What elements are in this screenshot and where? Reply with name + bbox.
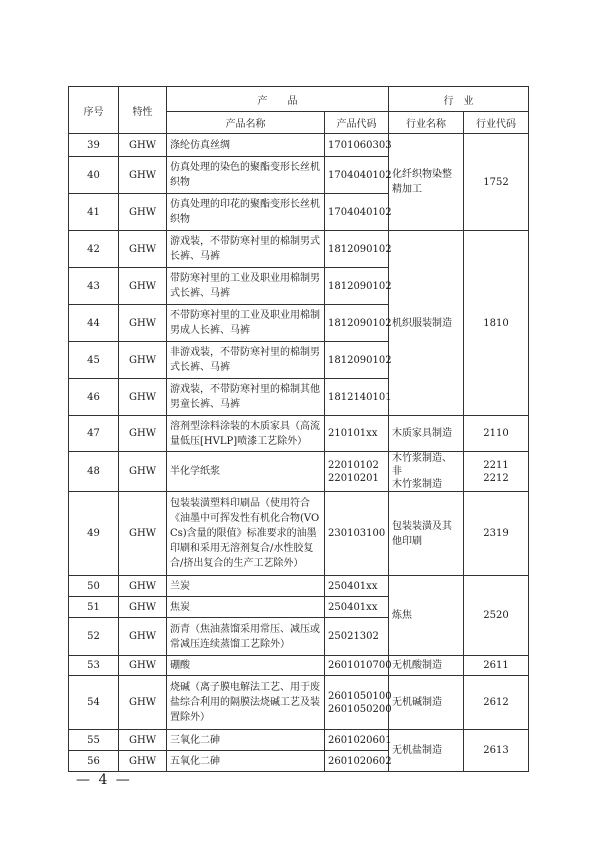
row-seq: 44	[69, 305, 119, 342]
table-row	[69, 492, 529, 576]
row-product-code: 250401xx	[325, 576, 389, 597]
row-product-code: 2601020602	[325, 751, 389, 772]
row-seq: 42	[69, 231, 119, 268]
row-product-name: 仿真处理的染色的聚酯变形长丝机织物	[167, 157, 325, 194]
row-product-code: 210101xx	[325, 416, 389, 452]
table-row	[69, 416, 529, 452]
industry-code: 1752	[464, 134, 529, 231]
row-product-code	[325, 452, 389, 492]
row-product-name: 烧碱（离子膜电解法工艺、用于废盐综合利用的隔膜法烧碱工艺及装置除外）	[167, 676, 325, 730]
row-seq: 52	[69, 618, 119, 656]
row-product-name: 游戏装，不带防寒衬里的棉制男式长裤、马裤	[167, 231, 325, 268]
table-row	[69, 656, 529, 676]
industry-name: 无机盐制造	[389, 730, 464, 772]
product-code-line: 2601050200	[328, 703, 392, 715]
page-number: — 4 —	[76, 772, 132, 788]
row-product-code: 1704040102	[325, 194, 389, 231]
header-industry-name: 行业名称	[389, 112, 464, 134]
products-table	[68, 86, 529, 772]
row-product-code	[325, 676, 392, 730]
industry-name-line: 木竹浆制造、非	[392, 453, 452, 477]
industry-code: 1810	[464, 231, 529, 416]
row-product-name: 兰炭	[167, 576, 325, 597]
row-product-code: 1812090102	[325, 268, 389, 305]
row-product-name: 带防寒衬里的工业及职业用棉制男式长裤、马裤	[167, 268, 325, 305]
industry-name: 包装装潢及其他印刷	[389, 492, 464, 576]
row-product-name: 半化学纸浆	[167, 452, 325, 492]
industry-name	[389, 452, 464, 492]
row-seq: 53	[69, 656, 119, 676]
row-seq: 55	[69, 730, 119, 751]
row-seq: 49	[69, 492, 119, 576]
table-row	[69, 452, 529, 492]
row-attr: GHW	[119, 134, 167, 157]
header-industry-group: 行 业	[389, 87, 529, 112]
industry-code	[464, 452, 529, 492]
row-product-name: 仿真处理的印花的聚酯变形长丝机织物	[167, 194, 325, 231]
row-attr: GHW	[119, 305, 167, 342]
industry-code: 2613	[464, 730, 529, 772]
header-row-1	[69, 87, 529, 112]
row-attr: GHW	[119, 492, 167, 576]
row-product-name: 沥青（焦油蒸馏采用常压、减压或常减压连续蒸馏工艺除外）	[167, 618, 325, 656]
row-attr: GHW	[119, 597, 167, 618]
row-seq: 41	[69, 194, 119, 231]
row-product-code: 2601010700	[325, 656, 389, 676]
row-product-code: 1812090102	[325, 231, 389, 268]
row-product-name: 包装装潢塑料印刷品（使用符合《油墨中可挥发性有机化合物(VOCs)含量的限值》标准要求的油墨印刷和采用无溶剂复合/水性胶复合/挤出复合的生产工艺除外）	[167, 492, 325, 576]
row-seq: 43	[69, 268, 119, 305]
row-product-name: 游戏装，不带防寒衬里的棉制其他男童长裤、马裤	[167, 379, 325, 416]
header-attr: 特性	[119, 87, 167, 134]
row-attr: GHW	[119, 730, 167, 751]
row-seq: 54	[69, 676, 119, 730]
row-attr: GHW	[119, 576, 167, 597]
industry-name-line: 木竹浆制造	[392, 479, 442, 490]
row-product-name: 硼酸	[167, 656, 325, 676]
row-product-code: 1701060303	[325, 134, 389, 157]
industry-name: 炼焦	[389, 576, 464, 656]
industry-name: 无机碱制造	[389, 676, 464, 730]
product-code-line: 22010102	[328, 459, 379, 471]
row-product-name: 涤纶仿真丝绸	[167, 134, 325, 157]
industry-name: 机织服装制造	[389, 231, 464, 416]
product-code-line: 22010201	[328, 472, 379, 484]
table-row	[69, 576, 529, 597]
row-seq: 40	[69, 157, 119, 194]
industry-name: 木质家具制造	[389, 416, 464, 452]
row-attr: GHW	[119, 379, 167, 416]
row-seq: 46	[69, 379, 119, 416]
table-row	[69, 730, 529, 751]
row-attr: GHW	[119, 676, 167, 730]
row-product-name: 三氧化二砷	[167, 730, 325, 751]
row-seq: 47	[69, 416, 119, 452]
row-attr: GHW	[119, 268, 167, 305]
row-product-code: 250401xx	[325, 597, 389, 618]
row-attr: GHW	[119, 231, 167, 268]
row-seq: 50	[69, 576, 119, 597]
header-product-group: 产 品	[167, 87, 389, 112]
header-seq: 序号	[69, 87, 119, 134]
row-attr: GHW	[119, 416, 167, 452]
row-product-code: 1812140101	[325, 379, 389, 416]
row-seq: 48	[69, 452, 119, 492]
row-attr: GHW	[119, 157, 167, 194]
header-industry-code: 行业代码	[464, 112, 529, 134]
row-product-code: 1812090102	[325, 305, 389, 342]
row-attr: GHW	[119, 656, 167, 676]
row-attr: GHW	[119, 751, 167, 772]
industry-code-line: 2211	[483, 459, 509, 471]
row-seq: 45	[69, 342, 119, 379]
industry-code: 2520	[464, 576, 529, 656]
row-product-name: 五氧化二砷	[167, 751, 325, 772]
row-product-code: 1812090102	[325, 342, 389, 379]
header-product-code: 产品代码	[325, 112, 389, 134]
row-attr: GHW	[119, 452, 167, 492]
industry-name: 化纤织物染整精加工	[389, 134, 464, 231]
row-product-code: 1704040102	[325, 157, 389, 194]
industry-name: 无机酸制造	[389, 656, 464, 676]
row-attr: GHW	[119, 618, 167, 656]
table-row	[69, 134, 529, 157]
row-seq: 56	[69, 751, 119, 772]
industry-code: 2110	[464, 416, 529, 452]
row-product-name: 非游戏装，不带防寒衬里的棉制男式长裤、马裤	[167, 342, 325, 379]
row-seq: 51	[69, 597, 119, 618]
row-product-name: 不带防寒衬里的工业及职业用棉制男成人长裤、马裤	[167, 305, 325, 342]
industry-code: 2319	[464, 492, 529, 576]
table-row	[69, 231, 529, 268]
industry-code: 2612	[464, 676, 529, 730]
row-product-code: 2601020601	[325, 730, 389, 751]
row-product-name: 焦炭	[167, 597, 325, 618]
row-product-code: 230103100	[325, 492, 389, 576]
industry-code-line: 2212	[483, 472, 509, 484]
row-product-name: 溶剂型涂料涂装的木质家具（高流量低压[HVLP]喷漆工艺除外）	[167, 416, 325, 452]
row-attr: GHW	[119, 342, 167, 379]
row-product-code: 25021302	[325, 618, 389, 656]
product-code-line: 2601050100	[328, 690, 392, 702]
industry-code: 2611	[464, 656, 529, 676]
table-row	[69, 676, 529, 730]
row-seq: 39	[69, 134, 119, 157]
header-product-name: 产品名称	[167, 112, 325, 134]
row-attr: GHW	[119, 194, 167, 231]
